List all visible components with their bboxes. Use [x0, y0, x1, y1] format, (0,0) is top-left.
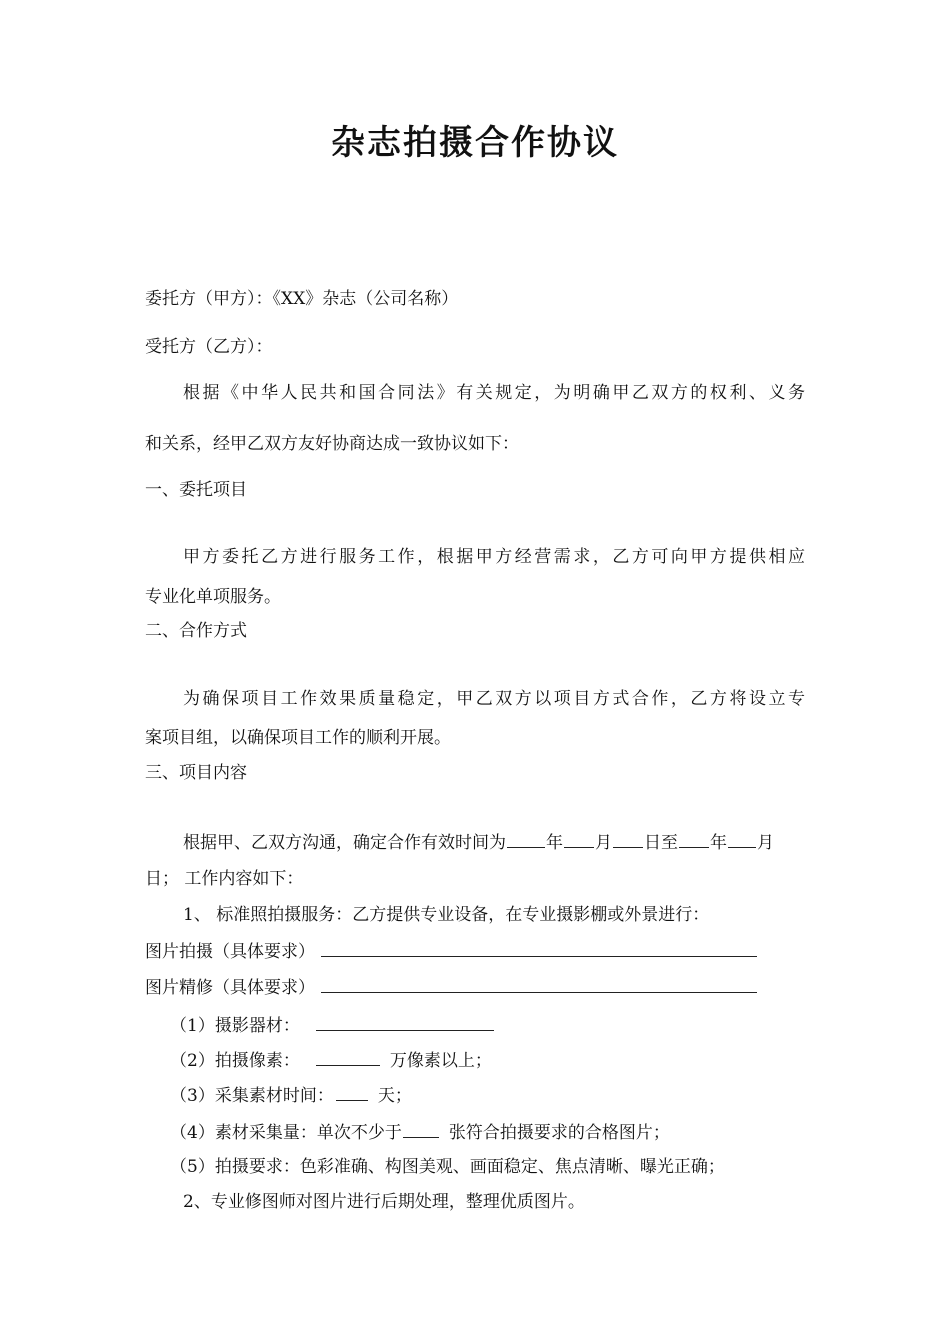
- item-1-line: 1、 标准照拍摄服务：乙方提供专业设备，在专业摄影棚或外景进行：: [183, 905, 710, 925]
- end-year-blank[interactable]: [679, 829, 709, 848]
- pixels-label: （2）拍摄像素：: [170, 1051, 300, 1071]
- shoot-requirements-label: 图片拍摄（具体要求）: [145, 942, 315, 962]
- end-month-label: 月: [757, 833, 774, 853]
- party-b-line: 受托方（乙方）：: [145, 337, 273, 357]
- day-to-label: 日至: [644, 833, 678, 853]
- collection-amount-blank[interactable]: [403, 1119, 439, 1138]
- end-year-label: 年: [710, 833, 727, 853]
- month-label: 月: [595, 833, 612, 853]
- start-day-blank[interactable]: [613, 829, 643, 848]
- sub-item-5: （5）拍摄要求：色彩准确、构图美观、画面稳定、焦点清晰、曝光正确；: [170, 1157, 725, 1177]
- sub-item-2: [170, 1047, 492, 1073]
- collection-time-blank[interactable]: [336, 1082, 368, 1101]
- start-month-blank[interactable]: [564, 829, 594, 848]
- end-month-blank[interactable]: [728, 829, 756, 848]
- start-year-blank[interactable]: [507, 829, 545, 848]
- shoot-requirements-blank[interactable]: [321, 938, 757, 957]
- term-line: [183, 829, 774, 855]
- sub-item-4: [170, 1119, 670, 1145]
- section-3-heading: 三、项目内容: [145, 763, 247, 783]
- collection-time-label: （3）采集素材时间：: [170, 1086, 334, 1106]
- term-line-2: 日； 工作内容如下：: [145, 869, 304, 889]
- pixels-suffix: 万像素以上；: [389, 1051, 492, 1071]
- retouch-requirements-label: 图片精修（具体要求）: [145, 978, 315, 998]
- sub-item-1: [170, 1012, 495, 1038]
- intro-line-1: 根据《中华人民共和国合同法》有关规定，为明确甲乙双方的权利、义务: [183, 383, 805, 403]
- shoot-requirements-line: [145, 938, 758, 964]
- section-1-para-line-2: 专业化单项服务。: [145, 587, 281, 607]
- collection-amount-label: （4）素材采集量：单次不少于: [170, 1123, 402, 1143]
- pixels-blank[interactable]: [316, 1047, 380, 1066]
- document-title: 杂志拍摄合作协议: [331, 123, 619, 163]
- section-2-para-line-1: 为确保项目工作效果质量稳定，甲乙双方以项目方式合作，乙方将设立专: [183, 689, 805, 709]
- item-2-line: 2、专业修图师对图片进行后期处理，整理优质图片。: [183, 1192, 585, 1212]
- section-1-para-line-1: 甲方委托乙方进行服务工作，根据甲方经营需求，乙方可向甲方提供相应: [183, 547, 805, 567]
- equipment-label: （1）摄影器材：: [170, 1016, 300, 1036]
- year-label: 年: [546, 833, 563, 853]
- section-2-para-line-2: 案项目组，以确保项目工作的顺利开展。: [145, 728, 451, 748]
- section-2-heading: 二、合作方式: [145, 621, 247, 641]
- collection-time-suffix: 天；: [377, 1086, 412, 1106]
- retouch-requirements-line: [145, 974, 758, 1000]
- equipment-blank[interactable]: [316, 1012, 494, 1031]
- collection-amount-suffix: 张符合拍摄要求的合格图片；: [448, 1123, 670, 1143]
- sub-item-3: [170, 1082, 412, 1108]
- section-1-heading: 一、委托项目: [145, 480, 247, 500]
- party-a-line: 委托方（甲方）：《XX》杂志（公司名称）: [145, 289, 459, 309]
- retouch-requirements-blank[interactable]: [321, 974, 757, 993]
- intro-line-2: 和关系，经甲乙双方友好协商达成一致协议如下：: [145, 434, 519, 454]
- term-text: 根据甲、乙双方沟通，确定合作有效时间为: [183, 833, 506, 853]
